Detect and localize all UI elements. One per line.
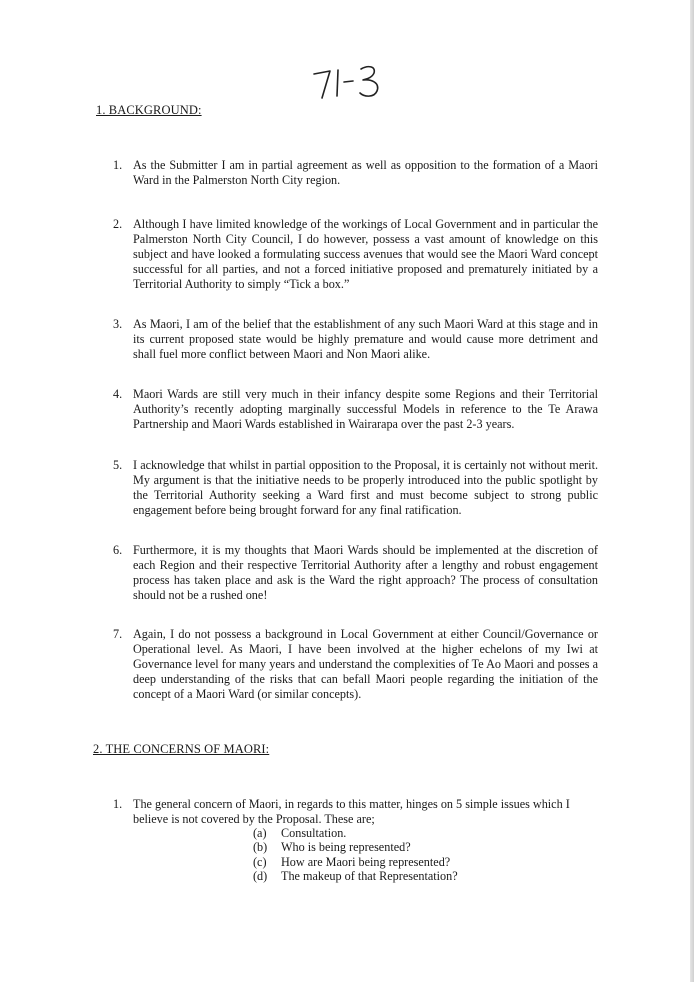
sub-list-text: Who is being represented? <box>281 840 411 855</box>
list-item-text: Maori Wards are still very much in their infancy despite some Regions and their Territorial Authority’s recently adopting marginally successful Models in reference to the Te Arawa Partnership and Maori Wards established in Wairarapa over the past 2-3 years. <box>133 387 598 431</box>
sub-list-item <box>253 826 458 840</box>
scan-edge-shadow <box>690 0 694 982</box>
list-item-number: 3. <box>113 317 123 331</box>
list-item <box>113 217 598 292</box>
sub-list-label: (d) <box>253 869 268 884</box>
list-item <box>113 317 598 362</box>
list-item <box>113 458 598 518</box>
list-item-number: 5. <box>113 458 123 472</box>
list-item <box>113 627 598 702</box>
list-item <box>113 797 598 827</box>
list-item-number: 1. <box>113 158 123 172</box>
sub-list-label: (c) <box>253 854 267 869</box>
list-item-text: Furthermore, it is my thoughts that Maori Wards should be implemented at the discretion of each Region and their respective Territorial Authority after a lengthy and robust engagement process has taken place and ask is the Ward the right approach? The process of consultation should not be a rushed one! <box>133 543 598 602</box>
sub-list-label: (a) <box>253 826 267 840</box>
handwritten-note <box>306 60 396 106</box>
list-item-number: 1. <box>113 797 123 811</box>
sub-list-text: The makeup of that Representation? <box>281 869 458 884</box>
list-item-number: 4. <box>113 387 123 401</box>
section-heading-concerns: 2. THE CONCERNS OF MAORI: <box>93 742 270 756</box>
sub-list-text: Consultation. <box>281 826 347 840</box>
list-item <box>113 387 598 432</box>
sub-list-item <box>253 855 458 869</box>
section-heading-background: 1. BACKGROUND: <box>96 103 202 117</box>
sub-list-label: (b) <box>253 840 268 855</box>
list-item-text: The general concern of Maori, in regards to this matter, hinges on 5 simple issues which I believe is not covered by the Proposal. These are; <box>133 797 570 826</box>
sub-list-item <box>253 869 458 883</box>
list-item-text: I acknowledge that whilst in partial opposition to the Proposal, it is certainly not without merit. My argument is that the initiative needs to be properly introduced into the public spotlight by the Territorial Authority seeking a Ward first and must become subject to strong public engagement before being brought forward for any final ratification. <box>133 458 598 517</box>
sub-list-item <box>253 840 458 854</box>
list-item-number: 2. <box>113 217 123 231</box>
list-item-text: As the Submitter I am in partial agreement as well as opposition to the formation of a Maori Ward in the Palmerston North City region. <box>133 158 598 187</box>
sub-list <box>253 826 458 884</box>
list-item <box>113 158 598 188</box>
list-item-text: As Maori, I am of the belief that the establishment of any such Maori Ward at this stage and in its current proposed state would be highly premature and would cause more detriment and shall fuel more conflict between Maori and Non Maori alike. <box>133 317 598 361</box>
list-item <box>113 543 598 603</box>
handwritten-note-drawing <box>306 60 396 106</box>
list-item-number: 7. <box>113 627 123 641</box>
list-item-text: Again, I do not possess a background in Local Government at either Council/Governance or Operational level. As Maori, I have been involved at the higher echelons of my Iwi at Governance level for many years and understand the complexities of Te Ao Maori and posses a deep understanding of the risks that can befall Maori people regarding the initiation of the concept of a Maori Ward (or similar concepts). <box>133 627 598 701</box>
sub-list-text: How are Maori being represented? <box>281 854 451 869</box>
list-item-text: Although I have limited knowledge of the workings of Local Government and in particular the Palmerston North City Council, I do however, possess a vast amount of knowledge on this subject and have looked a formulating success avenues that would see the Maori Ward concept successful for all parties, and not a forced initiative proposed and prematurely initiated by a Territorial Authority to simply “Tick a box.” <box>133 217 598 291</box>
list-item-number: 6. <box>113 543 123 557</box>
